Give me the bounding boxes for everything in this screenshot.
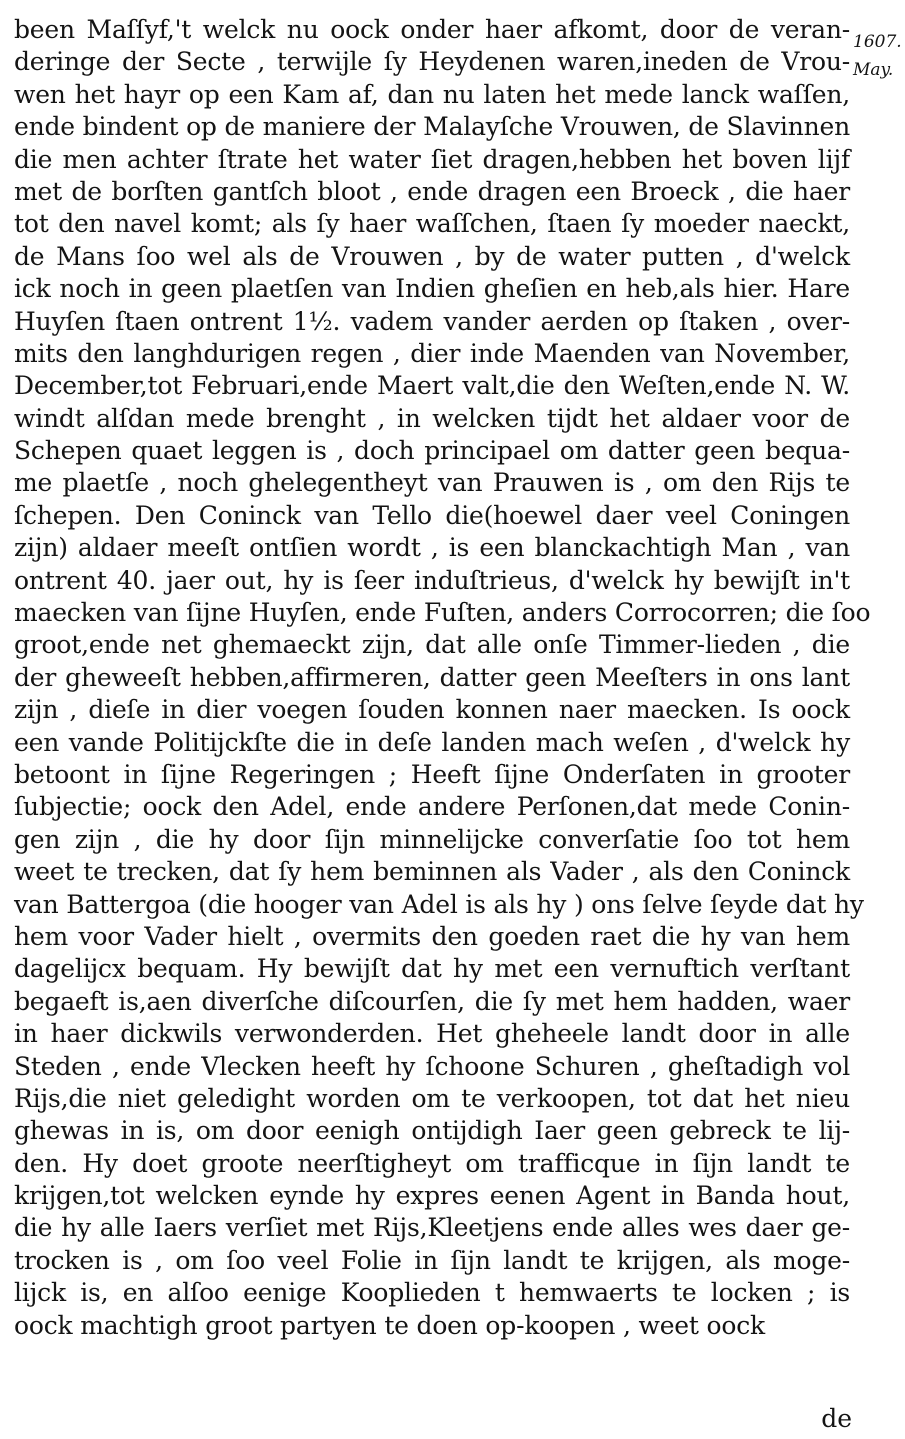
text-line: der gheweeſt hebben,affirmeren, datter geen Meeſters in ons lant bbox=[14, 662, 850, 692]
text-line: in haer dickwils verwonderden. Het gheheele landt door in alle bbox=[14, 1019, 850, 1049]
text-line: lijck is, en alſoo eenige Kooplieden t hemwaerts te locken ; is bbox=[14, 1278, 850, 1308]
text-line: trocken is , om ſoo veel Folie in ſijn landt te krijgen, als moge- bbox=[14, 1245, 850, 1275]
text-line: die hy alle Iaers verſiet met Rijs,Kleetjens ende alles wes daer ge- bbox=[14, 1213, 850, 1243]
text-line: Rijs,die niet geledight worden om te verkoopen, tot dat het nieu bbox=[14, 1083, 850, 1113]
text-line: tot den navel komt; als ſy haer waſſchen, ſtaen ſy moeder naeckt, bbox=[14, 209, 850, 239]
text-line: zijn , dieſe in dier voegen ſouden konnen naer maecken. Is oock bbox=[14, 695, 850, 725]
text-line: krijgen,tot welcken eynde hy expres eenen Agent in Banda hout, bbox=[14, 1181, 850, 1211]
text-line: zijn) aldaer meeſt ontſien wordt , is een blanckachtigh Man , van bbox=[14, 533, 850, 563]
text-line: me plaetſe , noch ghelegentheyt van Prauwen is , om den Rijs te bbox=[14, 468, 850, 498]
text-line: van Battergoa (die hooger van Adel is als hy ) ons ſelve ſeyde dat hy bbox=[14, 889, 864, 919]
margin-date-note bbox=[853, 28, 903, 84]
text-line: dagelijcx bequam. Hy bewijſt dat hy met een vernuftich verſtant bbox=[14, 954, 850, 984]
margin-month: May. bbox=[853, 60, 894, 80]
catchword: de bbox=[821, 1404, 852, 1433]
text-line: oock machtigh groot partyen te doen op-koopen , weet oock bbox=[14, 1310, 765, 1340]
text-line: ick noch in geen plaetſen van Indien gheſien en heb,als hier. Hare bbox=[14, 274, 850, 304]
text-line: groot,ende net ghemaeckt zijn, dat alle onſe Timmer-lieden , die bbox=[14, 630, 850, 660]
text-line: begaeft is,aen diverſche diſcourſen, die ſy met hem hadden, waer bbox=[14, 986, 850, 1016]
text-line: die men achter ſtrate het water ſiet dragen,hebben het boven lijf bbox=[14, 144, 850, 174]
text-line: maecken van ſijne Huyſen, ende Fuſten, anders Corrocorren; die ſoo bbox=[14, 598, 871, 628]
text-line: Schepen quaet leggen is , doch principael om datter geen bequa- bbox=[14, 436, 850, 466]
text-line: mits den langhdurigen regen , dier inde Maenden van November, bbox=[14, 338, 850, 368]
text-line: ſubjectie; oock den Adel, ende andere Perſonen,dat mede Conin- bbox=[14, 792, 850, 822]
text-line: windt alſdan mede brenght , in welcken tijdt het aldaer voor de bbox=[14, 403, 850, 433]
text-line: ghewas in is, om door eenigh ontijdigh Iaer geen gebreck te lij- bbox=[14, 1116, 850, 1146]
text-line: ende bindent op de maniere der Malayſche Vrouwen, de Slavinnen bbox=[14, 112, 850, 142]
text-line: been Maſſyf,'t welck nu oock onder haer afkomt, door de veran- bbox=[14, 15, 850, 44]
text-line: den. Hy doet groote neerſtigheyt om trafficque in ſijn landt te bbox=[14, 1148, 850, 1178]
text-line: een vande Politijckſte die in deſe landen mach weſen , d'welck hy bbox=[14, 727, 850, 757]
text-line: deringe der Secte , terwijle ſy Heydenen waren,ineden de Vrou- bbox=[14, 47, 850, 77]
text-line: weet te trecken, dat ſy hem beminnen als Vader , als den Coninck bbox=[14, 857, 850, 887]
text-line: Steden , ende Vlecken heeft hy ſchoone Schuren , gheſtadigh vol bbox=[14, 1051, 850, 1081]
text-line: met de borſten gantſch bloot , ende dragen een Broeck , die haer bbox=[14, 176, 850, 206]
text-line: gen zijn , die hy door ſijn minnelijcke converſatie ſoo tot hem bbox=[14, 824, 850, 854]
text-line: hem voor Vader hielt , overmits den goeden raet die hy van hem bbox=[14, 921, 850, 951]
text-line: December,tot Februari,ende Maert valt,die den Weſten,ende N. W. bbox=[14, 371, 850, 401]
body-text bbox=[14, 14, 871, 1342]
text-line: ontrent 40. jaer out, hy is ſeer induſtrieus, d'welck hy bewijſt in't bbox=[14, 565, 850, 595]
text-line: wen het hayr op een Kam af, dan nu laten het mede lanck waſſen, bbox=[14, 79, 850, 109]
margin-year: 1607. bbox=[853, 32, 902, 52]
text-line: Huyſen ſtaen ontrent 1½. vadem vander aerden op ſtaken , over- bbox=[14, 306, 850, 336]
text-line: ſchepen. Den Coninck van Tello die(hoewel daer veel Coningen bbox=[14, 500, 850, 530]
text-line: betoont in ſijne Regeringen ; Heeft ſijne Onderſaten in grooter bbox=[14, 759, 850, 789]
text-line: de Mans ſoo wel als de Vrouwen , by de water putten , d'welck bbox=[14, 241, 850, 271]
